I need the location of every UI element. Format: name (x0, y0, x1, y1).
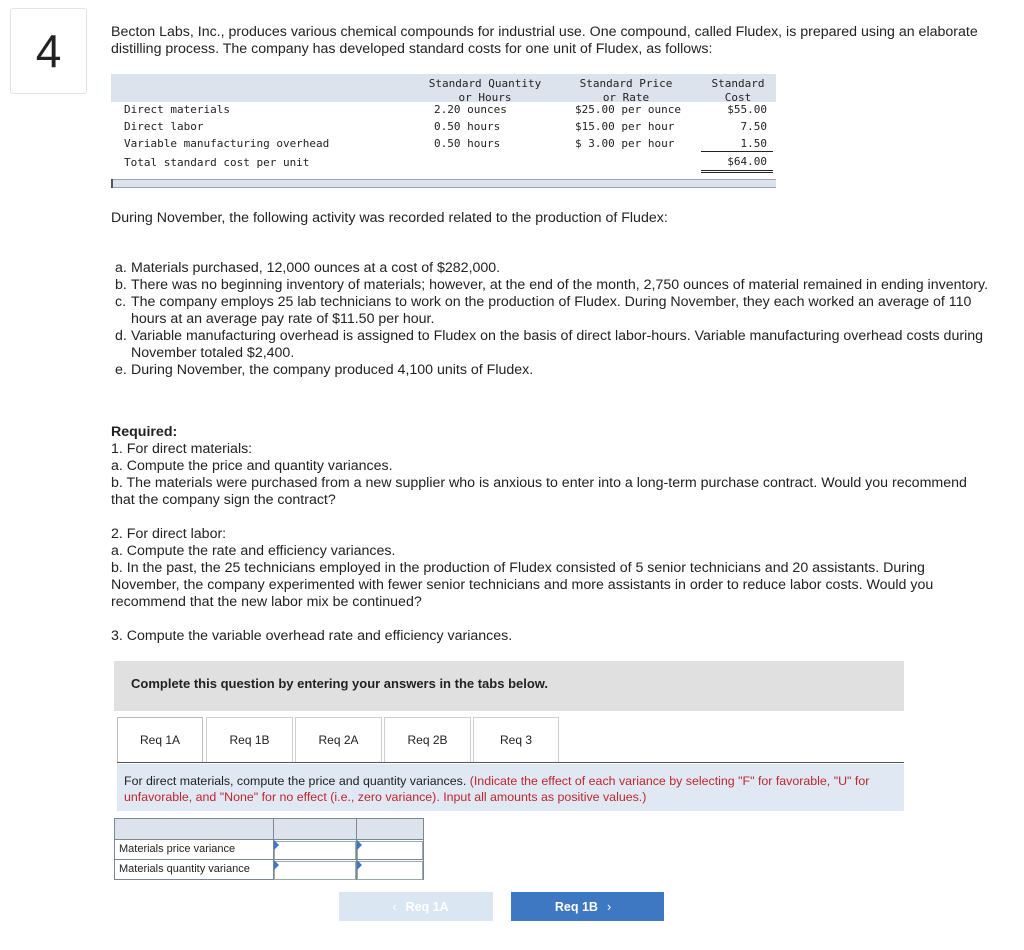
item-text: During November, the company produced 4,100 units of Fludex. (131, 362, 534, 378)
price-variance-amount-input[interactable] (274, 841, 356, 860)
list-item (111, 328, 991, 362)
item-label: c. (115, 294, 127, 310)
standard-cost-table (111, 74, 776, 188)
row-qty: 0.50 hours (434, 137, 501, 150)
instruction-main: For direct materials, compute the price and quantity variances. (124, 774, 467, 788)
answer-row-label: Materials quantity variance (114, 859, 274, 880)
answer-header-label (114, 818, 274, 840)
question-number: 4 (10, 8, 87, 94)
input-flag-icon (357, 860, 362, 870)
header-cost-line2: Cost (724, 91, 752, 104)
item-label: b. (115, 277, 127, 293)
next-button-label: Req 1B (554, 899, 598, 914)
activity-intro: During November, the following activity was recorded related to the production of Fludex: (111, 210, 668, 226)
required-part1b: b. The materials were purchased from a new supplier who is anxious to enter into a long-term purchase contract. Would you recommend that the company sign the contract? (111, 475, 967, 508)
item-label: a. (115, 260, 127, 276)
row-cost: $55.00 (727, 103, 767, 116)
intro-text: Becton Labs, Inc., produces various chemical compounds for industrial use. One compound, called Fludex, is prepared using an elaborate distilling process. The company has developed standard costs for one unit of Fludex, as follows: (111, 24, 978, 57)
next-button[interactable] (511, 892, 664, 921)
activity-list (111, 260, 991, 379)
instruction-box (117, 764, 904, 811)
header-qty-line2: or Hours (458, 91, 512, 104)
instruction-note: (Indicate the effect of each variance by selecting "F" for favorable, "U" for unfavorable, and "None" for no effect (i.e., zero variance). Input all amounts as positive values.) (124, 774, 870, 804)
required-section (111, 424, 991, 645)
input-flag-icon (357, 840, 362, 850)
row-cost: 1.50 (740, 137, 767, 150)
price-variance-effect-cell (356, 839, 424, 860)
header-qty-line1: Standard Quantity (428, 77, 542, 90)
quantity-variance-amount-input[interactable] (274, 861, 356, 880)
subtotal-underline (701, 151, 773, 152)
price-variance-effect-select[interactable] (357, 841, 423, 860)
list-item (111, 294, 991, 328)
list-item (111, 260, 991, 277)
total-cost: $64.00 (727, 155, 767, 168)
item-label: e. (115, 362, 127, 378)
list-item (111, 277, 991, 294)
answer-header-effect (356, 818, 424, 840)
item-text: Materials purchased, 12,000 ounces at a cost of $282,000. (131, 260, 501, 276)
item-text: There was no beginning inventory of materials; however, at the end of the month, 2,750 ounces of material remained in ending inventory. (131, 277, 989, 293)
item-text: Variable manufacturing overhead is assigned to Fludex on the basis of direct labor-hours. Variable manufacturing overhead costs during November totaled $2,400. (131, 328, 983, 361)
row-cost: 7.50 (740, 120, 767, 133)
tab-req-2a[interactable]: Req 2A (295, 717, 382, 763)
required-part2a: a. Compute the rate and efficiency variances. (111, 543, 396, 559)
required-title: Required: (111, 424, 178, 440)
table-footer-tick (111, 179, 113, 188)
total-double-underline-1 (701, 170, 773, 171)
tab-req-1b[interactable]: Req 1B (206, 717, 293, 763)
table-footer-band (111, 179, 776, 188)
answer-header-amount (273, 818, 357, 840)
complete-prompt: Complete this question by entering your answers in the tabs below. (131, 676, 549, 691)
total-double-underline-2 (701, 172, 773, 173)
tab-req-1a[interactable]: Req 1A (117, 717, 203, 763)
required-part2: 2. For direct labor: (111, 526, 227, 542)
row-label: Direct materials (124, 103, 230, 116)
required-part2b: b. In the past, the 25 technicians employed in the production of Fludex consisted of 5 senior technicians and 20 assistants. During November, the company experimented with fewer senior technicians and more assistants in order to reduce labor costs. Would you recommend that the new labor mix be continued? (111, 560, 934, 610)
row-price: $ 3.00 per hour (575, 137, 675, 150)
item-label: d. (115, 328, 127, 344)
tab-req-2b[interactable]: Req 2B (384, 717, 471, 763)
row-price: $15.00 per hour (575, 120, 675, 133)
row-price: $25.00 per ounce (575, 103, 681, 116)
price-variance-amount-cell (273, 839, 357, 860)
prev-button-label: Req 1A (405, 899, 449, 914)
input-flag-icon (274, 860, 279, 870)
tab-divider (117, 762, 904, 763)
required-part3: 3. Compute the variable overhead rate and efficiency variances. (111, 628, 513, 644)
quantity-variance-effect-cell (356, 859, 424, 880)
row-qty: 0.50 hours (434, 120, 501, 133)
tab-req-3[interactable]: Req 3 (473, 717, 559, 763)
row-qty: 2.20 ounces (434, 103, 507, 116)
header-price-line2: or Rate (602, 91, 650, 104)
list-item (111, 362, 991, 379)
chevron-right-icon: › (606, 899, 612, 914)
chevron-left-icon: ‹ (392, 899, 397, 914)
required-part1a: a. Compute the price and quantity variances. (111, 458, 393, 474)
answer-row-label: Materials price variance (114, 839, 274, 860)
header-cost-line1: Standard (711, 77, 765, 90)
input-flag-icon (274, 840, 279, 850)
item-text: The company employs 25 lab technicians to work on the production of Fludex. During November, they each worked an average of 110 hours at an average pay rate of $11.50 per hour. (131, 294, 972, 327)
header-price-line1: Standard Price (579, 77, 673, 90)
required-part1: 1. For direct materials: (111, 441, 253, 457)
quantity-variance-amount-cell (273, 859, 357, 880)
row-label: Variable manufacturing overhead (124, 137, 330, 150)
total-label: Total standard cost per unit (124, 156, 310, 169)
prev-button[interactable] (339, 892, 493, 921)
quantity-variance-effect-select[interactable] (357, 861, 423, 880)
row-label: Direct labor (124, 120, 204, 133)
complete-prompt-bar (114, 661, 904, 711)
